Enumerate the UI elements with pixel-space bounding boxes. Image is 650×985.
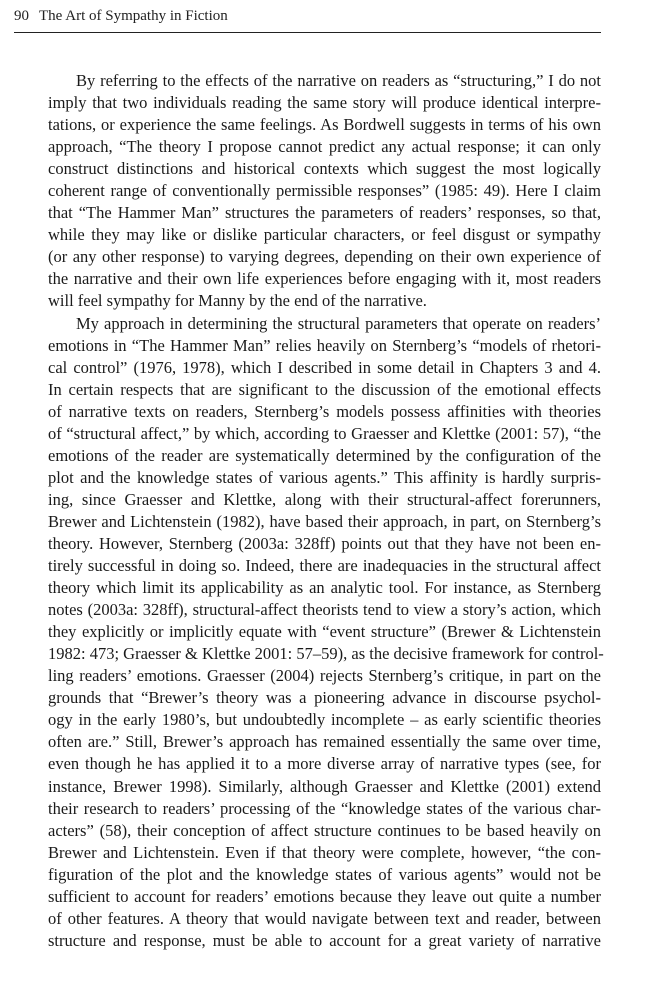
text-line: notes (2003a: 328ff), structural-affect theorists tend to view a story’s action, which [48,600,601,620]
text-line: theory which limit its applicability as an analytic tool. For instance, as Sternberg [48,578,601,598]
text-line: coherent range of conventionally permissible responses” (1985: 49). Here I claim [48,181,601,201]
text-line: they explicitly or implicitly equate with “event structure” (Brewer & Lichtenstein [48,622,601,642]
text-line: grounds that “Brewer’s theory was a pioneering advance in discourse psychol- [48,688,601,708]
text-line: even though he has applied it to a more diverse array of narrative types (see, for [48,754,601,774]
running-head [14,6,601,33]
text-line: structure and response, must be able to account for a great variety of narrative [48,930,601,950]
text-line: (or any other response) to varying degrees, depending on their own experience of [48,247,601,267]
text-line: while they may like or dislike particular characters, or feel disgust or sympathy [48,225,601,245]
text-line: Brewer and Lichtenstein. Even if that theory were complete, however, “the con- [48,842,601,862]
text-line: their research to readers’ processing of the “knowledge states of the various char- [48,798,601,818]
body-text [48,70,604,952]
text-line: will feel sympathy for Manny by the end of the narrative. [48,291,427,311]
text-line: construct distinctions and historical contexts which suggest the most logically [48,159,601,179]
text-line: often are.” Still, Brewer’s approach has remained essentially the same over time, [48,732,601,752]
text-line: ing, since Graesser and Klettke, along with their structural-affect forerunners, [48,489,601,509]
text-line: emotions of the reader are systematically determined by the configuration of the [48,445,601,465]
text-line: theory. However, Sternberg (2003a: 328ff) points out that they have not been en- [48,533,601,553]
text-line: the narrative and their own life experiences before engaging with it, most readers [48,269,601,289]
text-line: ling readers’ emotions. Graesser (2004) rejects Sternberg’s critique, in part on the [48,666,601,686]
page-number: 90 [14,8,29,24]
text-line: My approach in determining the structural parameters that operate on readers’ [76,313,601,333]
text-line: of other features. A theory that would navigate between text and reader, between [48,908,601,928]
text-line: figuration of the plot and the knowledge states of various agents” would not be [48,864,601,884]
text-line: By referring to the effects of the narrative on readers as “structuring,” I do not [76,71,601,90]
text-line: tations, or experience the same feelings. As Bordwell suggests in terms of his own [48,115,601,135]
text-line: ogy in the early 1980’s, but undoubtedly incomplete – as early scientific theories [48,710,601,730]
text-line: acters” (58), their conception of affect structure continues to be based heavily on [48,820,601,840]
text-line: approach, “The theory I propose cannot predict any actual response; it can only [48,137,601,157]
text-line: In certain respects that are significant to the discussion of the emotional effects [48,379,601,399]
text-line: emotions in “The Hammer Man” relies heavily on Sternberg’s “models of rhetori- [48,335,601,355]
text-line: of narrative texts on readers, Sternberg’s models possess affinities with theories [48,401,601,421]
text-line: imply that two individuals reading the same story will produce identical interpre- [48,93,601,113]
text-line: 1982: 473; Graesser & Klettke 2001: 57–59), as the decisive framework for control- [48,644,604,664]
paragraph-2 [48,313,604,952]
paragraph-1 [48,70,601,313]
text-line: Brewer and Lichtenstein (1982), have based their approach, in part, on Sternberg’s [48,511,601,531]
text-line: instance, Brewer 1998). Similarly, although Graesser and Klettke (2001) extend [48,776,601,796]
running-title: The Art of Sympathy in Fiction [39,8,228,24]
text-line: cal control” (1976, 1978), which I described in some detail in Chapters 3 and 4. [48,357,601,377]
text-line: sufficient to account for readers’ emotions because they leave out quite a number [48,886,601,906]
text-line: that “The Hammer Man” structures the parameters of readers’ responses, so that, [48,203,601,223]
text-line: plot and the knowledge states of various agents.” This affinity is hardly surpris- [48,467,601,487]
text-line: of “structural affect,” by which, according to Graesser and Klettke (2001: 57), “the [48,423,601,443]
text-line: tirely successful in doing so. Indeed, there are inadequacies in the structural affect [48,556,601,576]
